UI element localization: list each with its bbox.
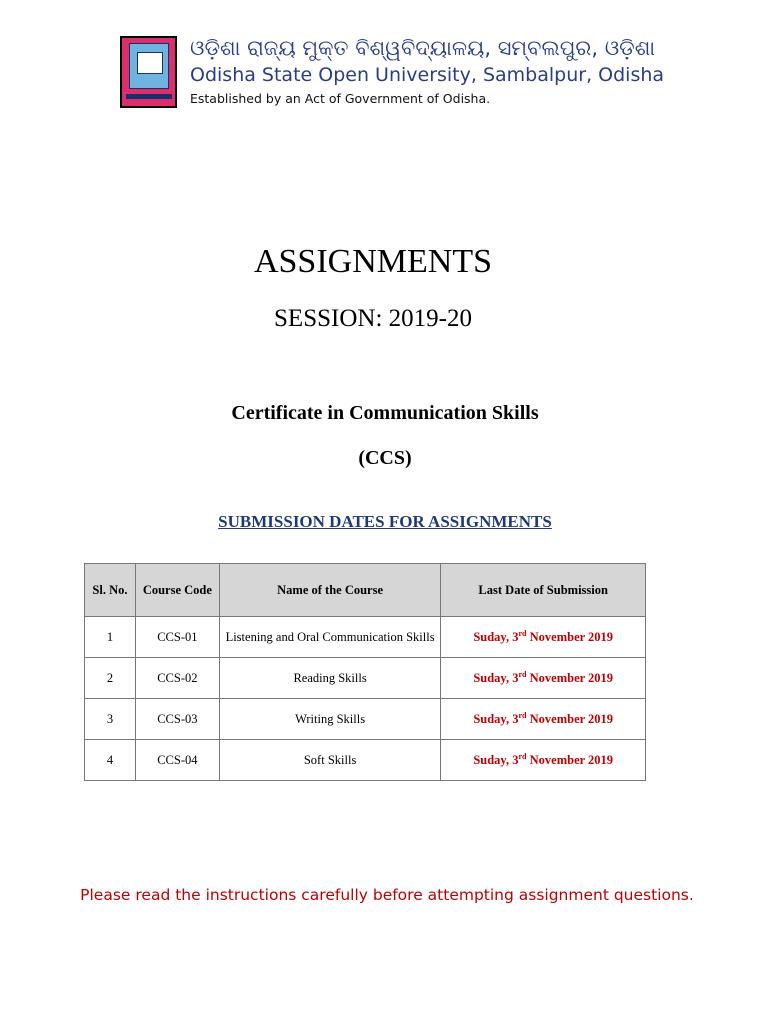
table-row [85,658,646,699]
header-course-name: Name of the Course [219,564,441,617]
cell-code: CCS-02 [135,658,219,699]
cell-course-name: Reading Skills [219,658,441,699]
header-course-code: Course Code [135,564,219,617]
established-line: Established by an Act of Government of Odisha. [190,91,491,106]
cell-sl: 2 [85,658,136,699]
header-sl-no: Sl. No. [85,564,136,617]
cell-date: Suday, 3rd November 2019 [441,617,646,658]
cell-date: Suday, 3rd November 2019 [441,740,646,781]
header-last-date: Last Date of Submission [441,564,646,617]
cell-sl: 4 [85,740,136,781]
university-header [120,34,680,110]
table-row [85,699,646,740]
cell-code: CCS-01 [135,617,219,658]
cell-code: CCS-04 [135,740,219,781]
cell-code: CCS-03 [135,699,219,740]
cell-sl: 1 [85,617,136,658]
table-row [85,617,646,658]
book-icon [137,52,163,74]
cell-course-name: Soft Skills [219,740,441,781]
course-abbrev: (CCS) [358,447,412,469]
cell-sl: 3 [85,699,136,740]
table-header-row [85,564,646,617]
cell-course-name: Writing Skills [219,699,441,740]
document-title: ASSIGNMENTS [253,243,493,280]
cell-date: Suday, 3rd November 2019 [441,658,646,699]
submission-table [84,563,646,781]
instructions-note: Please read the instructions carefully before attempting assignment questions. [80,886,694,904]
university-name: Odisha State Open University, Sambalpur, Odisha [190,64,665,86]
cell-course-name: Listening and Oral Communication Skills [219,617,441,658]
section-heading: SUBMISSION DATES FOR ASSIGNMENTS [218,512,552,531]
course-name: Certificate in Communication Skills [231,402,539,424]
odia-title: ଓଡ଼ିଶା ରାଜ୍ୟ ମୁକ୍ତ ବିଶ୍ୱବିଦ୍ୟାଳୟ, ସମ୍ବଲପୁର, ଓଡ଼ିଶା [190,36,656,60]
cell-date: Suday, 3rd November 2019 [441,699,646,740]
university-logo [120,36,177,108]
table-row [85,740,646,781]
session-label: SESSION: 2019-20 [274,305,472,332]
